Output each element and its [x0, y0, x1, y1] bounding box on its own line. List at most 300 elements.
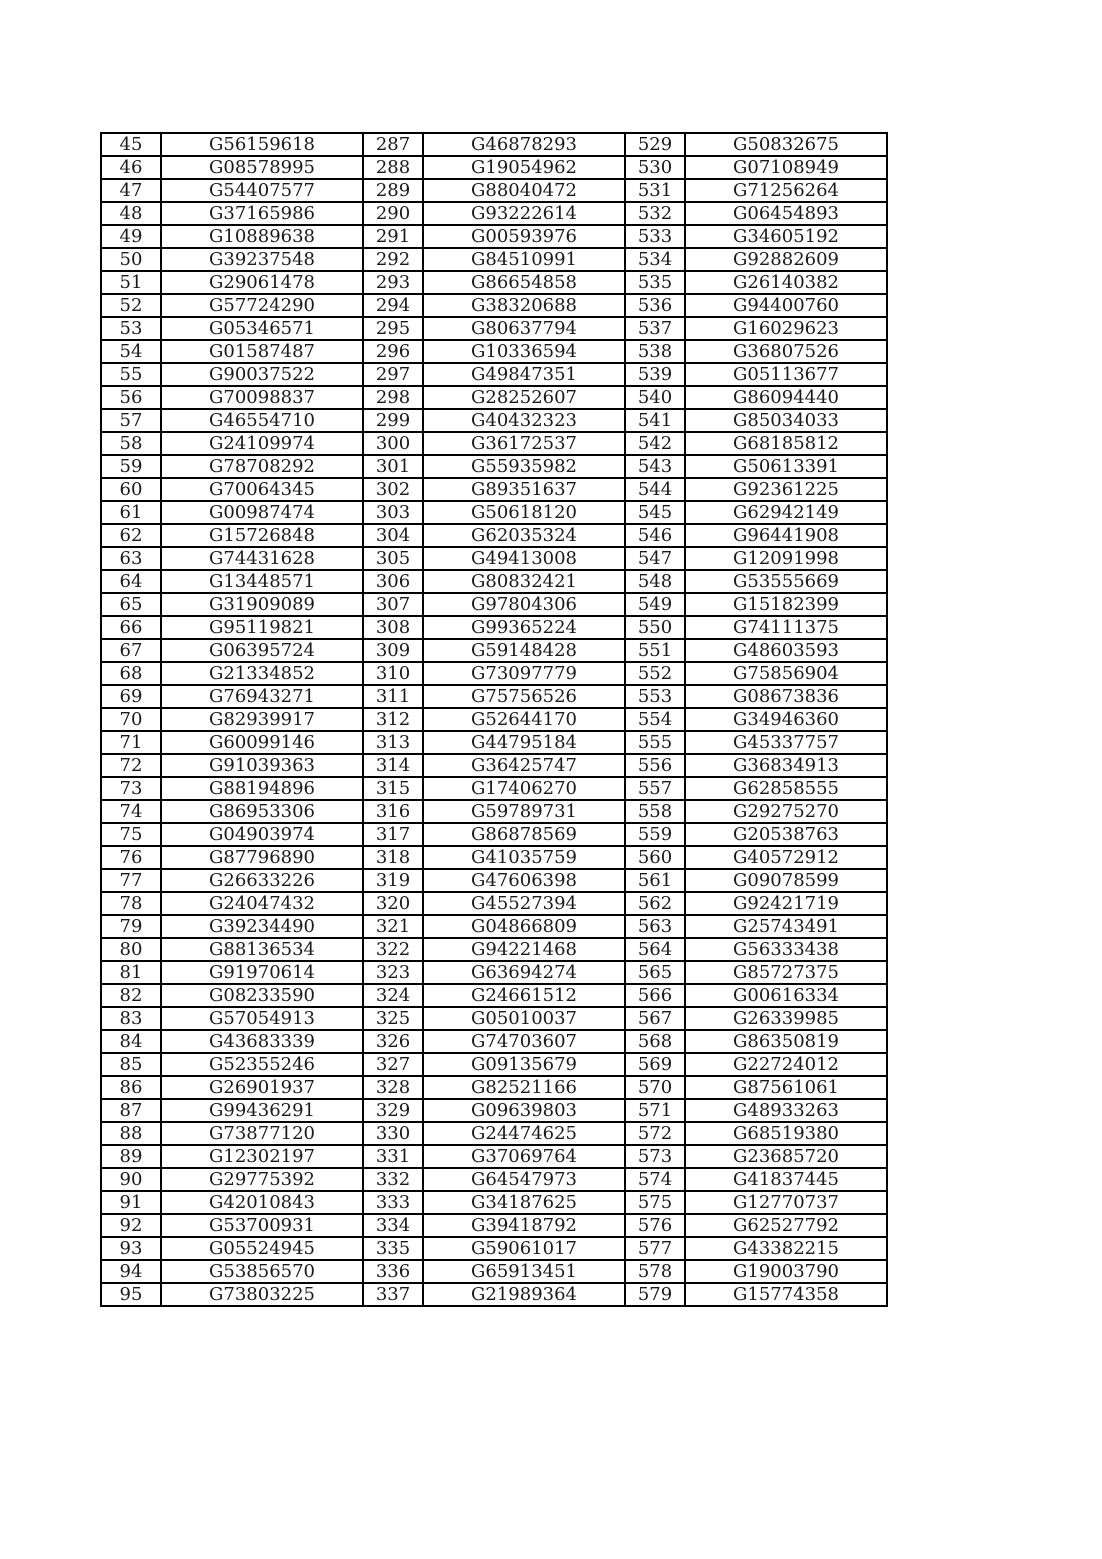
candidate-id-cell: G55935982 [423, 455, 625, 478]
seq-number-cell: 324 [363, 984, 423, 1007]
seq-number-cell: 48 [101, 202, 161, 225]
candidate-id-cell: G48933263 [685, 1099, 887, 1122]
seq-number-cell: 71 [101, 731, 161, 754]
table-row [101, 524, 887, 547]
candidate-id-cell: G88136534 [161, 938, 363, 961]
candidate-id-cell: G53700931 [161, 1214, 363, 1237]
table-row [101, 1283, 887, 1306]
candidate-id-cell: G71256264 [685, 179, 887, 202]
seq-number-cell: 544 [625, 478, 685, 501]
seq-number-cell: 565 [625, 961, 685, 984]
candidate-id-cell: G05113677 [685, 363, 887, 386]
table-row [101, 823, 887, 846]
seq-number-cell: 291 [363, 225, 423, 248]
candidate-id-cell: G43382215 [685, 1237, 887, 1260]
candidate-id-cell: G97804306 [423, 593, 625, 616]
candidate-id-cell: G21989364 [423, 1283, 625, 1306]
candidate-id-cell: G39234490 [161, 915, 363, 938]
candidate-id-cell: G01587487 [161, 340, 363, 363]
seq-number-cell: 294 [363, 294, 423, 317]
seq-number-cell: 560 [625, 846, 685, 869]
table-row [101, 248, 887, 271]
candidate-id-cell: G87561061 [685, 1076, 887, 1099]
seq-number-cell: 317 [363, 823, 423, 846]
seq-number-cell: 553 [625, 685, 685, 708]
candidate-id-cell: G59061017 [423, 1237, 625, 1260]
seq-number-cell: 326 [363, 1030, 423, 1053]
seq-number-cell: 57 [101, 409, 161, 432]
seq-number-cell: 334 [363, 1214, 423, 1237]
seq-number-cell: 308 [363, 616, 423, 639]
seq-number-cell: 552 [625, 662, 685, 685]
table-row [101, 156, 887, 179]
candidate-id-cell: G94400760 [685, 294, 887, 317]
candidate-id-cell: G53856570 [161, 1260, 363, 1283]
table-row [101, 1099, 887, 1122]
seq-number-cell: 529 [625, 133, 685, 156]
candidate-id-cell: G09639803 [423, 1099, 625, 1122]
candidate-id-cell: G23685720 [685, 1145, 887, 1168]
candidate-id-cell: G43683339 [161, 1030, 363, 1053]
candidate-id-cell: G86953306 [161, 800, 363, 823]
seq-number-cell: 70 [101, 708, 161, 731]
candidate-id-cell: G50618120 [423, 501, 625, 524]
table-row [101, 800, 887, 823]
candidate-id-cell: G15774358 [685, 1283, 887, 1306]
candidate-id-cell: G26339985 [685, 1007, 887, 1030]
candidate-id-cell: G75856904 [685, 662, 887, 685]
table-row [101, 225, 887, 248]
candidate-id-cell: G78708292 [161, 455, 363, 478]
table-row [101, 202, 887, 225]
candidate-id-cell: G94221468 [423, 938, 625, 961]
seq-number-cell: 312 [363, 708, 423, 731]
candidate-id-cell: G95119821 [161, 616, 363, 639]
candidate-id-cell: G08578995 [161, 156, 363, 179]
seq-number-cell: 74 [101, 800, 161, 823]
seq-number-cell: 46 [101, 156, 161, 179]
seq-number-cell: 295 [363, 317, 423, 340]
table-row [101, 340, 887, 363]
candidate-id-cell: G13448571 [161, 570, 363, 593]
candidate-id-cell: G29775392 [161, 1168, 363, 1191]
table-row [101, 1007, 887, 1030]
seq-number-cell: 87 [101, 1099, 161, 1122]
seq-number-cell: 298 [363, 386, 423, 409]
candidate-id-cell: G42010843 [161, 1191, 363, 1214]
candidate-id-cell: G80637794 [423, 317, 625, 340]
seq-number-cell: 61 [101, 501, 161, 524]
seq-number-cell: 549 [625, 593, 685, 616]
seq-number-cell: 299 [363, 409, 423, 432]
candidate-id-cell: G09078599 [685, 869, 887, 892]
seq-number-cell: 541 [625, 409, 685, 432]
seq-number-cell: 559 [625, 823, 685, 846]
table-row [101, 708, 887, 731]
candidate-id-cell: G15726848 [161, 524, 363, 547]
seq-number-cell: 329 [363, 1099, 423, 1122]
candidate-id-cell: G53555669 [685, 570, 887, 593]
candidate-id-cell: G19054962 [423, 156, 625, 179]
seq-number-cell: 58 [101, 432, 161, 455]
candidate-id-cell: G74111375 [685, 616, 887, 639]
candidate-id-cell: G62527792 [685, 1214, 887, 1237]
seq-number-cell: 319 [363, 869, 423, 892]
candidate-id-cell: G80832421 [423, 570, 625, 593]
candidate-id-cell: G05010037 [423, 1007, 625, 1030]
candidate-id-cell: G99436291 [161, 1099, 363, 1122]
candidate-id-cell: G59789731 [423, 800, 625, 823]
seq-number-cell: 576 [625, 1214, 685, 1237]
table-row [101, 892, 887, 915]
table-row [101, 869, 887, 892]
candidate-id-cell: G85034033 [685, 409, 887, 432]
candidate-id-cell: G62035324 [423, 524, 625, 547]
seq-number-cell: 65 [101, 593, 161, 616]
seq-number-cell: 543 [625, 455, 685, 478]
seq-number-cell: 575 [625, 1191, 685, 1214]
seq-number-cell: 287 [363, 133, 423, 156]
table-row [101, 179, 887, 202]
candidate-id-cell: G12091998 [685, 547, 887, 570]
seq-number-cell: 558 [625, 800, 685, 823]
table-row [101, 639, 887, 662]
seq-number-cell: 536 [625, 294, 685, 317]
table-row [101, 1053, 887, 1076]
candidate-id-cell: G64547973 [423, 1168, 625, 1191]
candidate-id-cell: G25743491 [685, 915, 887, 938]
seq-number-cell: 556 [625, 754, 685, 777]
candidate-id-cell: G87796890 [161, 846, 363, 869]
seq-number-cell: 323 [363, 961, 423, 984]
candidate-id-cell: G28252607 [423, 386, 625, 409]
candidate-id-cell: G86878569 [423, 823, 625, 846]
candidate-id-cell: G16029623 [685, 317, 887, 340]
seq-number-cell: 86 [101, 1076, 161, 1099]
candidate-id-cell: G26633226 [161, 869, 363, 892]
seq-number-cell: 564 [625, 938, 685, 961]
candidate-id-cell: G92882609 [685, 248, 887, 271]
seq-number-cell: 75 [101, 823, 161, 846]
seq-number-cell: 59 [101, 455, 161, 478]
candidate-id-cell: G96441908 [685, 524, 887, 547]
table-row [101, 938, 887, 961]
seq-number-cell: 315 [363, 777, 423, 800]
seq-number-cell: 550 [625, 616, 685, 639]
candidate-id-cell: G24109974 [161, 432, 363, 455]
seq-number-cell: 537 [625, 317, 685, 340]
seq-number-cell: 56 [101, 386, 161, 409]
table-row [101, 685, 887, 708]
seq-number-cell: 337 [363, 1283, 423, 1306]
seq-number-cell: 47 [101, 179, 161, 202]
candidate-id-cell: G10889638 [161, 225, 363, 248]
seq-number-cell: 89 [101, 1145, 161, 1168]
seq-number-cell: 66 [101, 616, 161, 639]
candidate-id-cell: G06454893 [685, 202, 887, 225]
table-row [101, 1191, 887, 1214]
candidate-id-cell: G82939917 [161, 708, 363, 731]
seq-number-cell: 548 [625, 570, 685, 593]
candidate-id-cell: G88194896 [161, 777, 363, 800]
seq-number-cell: 60 [101, 478, 161, 501]
table-row [101, 363, 887, 386]
seq-number-cell: 313 [363, 731, 423, 754]
candidate-id-cell: G49847351 [423, 363, 625, 386]
table-row [101, 409, 887, 432]
seq-number-cell: 578 [625, 1260, 685, 1283]
table-row [101, 432, 887, 455]
candidate-id-cell: G50832675 [685, 133, 887, 156]
seq-number-cell: 72 [101, 754, 161, 777]
seq-number-cell: 569 [625, 1053, 685, 1076]
seq-number-cell: 562 [625, 892, 685, 915]
table-row [101, 1076, 887, 1099]
table-row [101, 1145, 887, 1168]
candidate-id-cell: G73877120 [161, 1122, 363, 1145]
seq-number-cell: 85 [101, 1053, 161, 1076]
seq-number-cell: 91 [101, 1191, 161, 1214]
candidate-id-cell: G49413008 [423, 547, 625, 570]
table-row [101, 570, 887, 593]
candidate-id-cell: G46878293 [423, 133, 625, 156]
seq-number-cell: 90 [101, 1168, 161, 1191]
seq-number-cell: 73 [101, 777, 161, 800]
candidate-id-cell: G57724290 [161, 294, 363, 317]
seq-number-cell: 301 [363, 455, 423, 478]
candidate-id-cell: G52355246 [161, 1053, 363, 1076]
candidate-id-cell: G19003790 [685, 1260, 887, 1283]
seq-number-cell: 325 [363, 1007, 423, 1030]
candidate-id-cell: G74431628 [161, 547, 363, 570]
candidate-id-cell: G24661512 [423, 984, 625, 1007]
candidate-id-cell: G86654858 [423, 271, 625, 294]
seq-number-cell: 533 [625, 225, 685, 248]
seq-number-cell: 532 [625, 202, 685, 225]
seq-number-cell: 328 [363, 1076, 423, 1099]
candidate-id-cell: G29275270 [685, 800, 887, 823]
candidate-id-cell: G93222614 [423, 202, 625, 225]
seq-number-cell: 300 [363, 432, 423, 455]
candidate-id-cell: G74703607 [423, 1030, 625, 1053]
seq-number-cell: 568 [625, 1030, 685, 1053]
seq-number-cell: 54 [101, 340, 161, 363]
candidate-id-cell: G24047432 [161, 892, 363, 915]
seq-number-cell: 84 [101, 1030, 161, 1053]
seq-number-cell: 335 [363, 1237, 423, 1260]
candidate-id-cell: G82521166 [423, 1076, 625, 1099]
seq-number-cell: 567 [625, 1007, 685, 1030]
candidate-id-cell: G99365224 [423, 616, 625, 639]
candidate-id-cell: G62942149 [685, 501, 887, 524]
table-row [101, 1122, 887, 1145]
seq-number-cell: 76 [101, 846, 161, 869]
candidate-id-cell: G29061478 [161, 271, 363, 294]
seq-number-cell: 306 [363, 570, 423, 593]
candidate-id-cell: G56159618 [161, 133, 363, 156]
table-row [101, 455, 887, 478]
table-row [101, 984, 887, 1007]
seq-number-cell: 318 [363, 846, 423, 869]
seq-number-cell: 63 [101, 547, 161, 570]
candidate-id-cell: G36834913 [685, 754, 887, 777]
candidate-id-cell: G92421719 [685, 892, 887, 915]
candidate-id-cell: G17406270 [423, 777, 625, 800]
table-row [101, 616, 887, 639]
candidate-id-cell: G59148428 [423, 639, 625, 662]
table-body [101, 133, 887, 1306]
candidate-id-cell: G37069764 [423, 1145, 625, 1168]
candidate-id-cell: G88040472 [423, 179, 625, 202]
seq-number-cell: 293 [363, 271, 423, 294]
candidate-id-cell: G09135679 [423, 1053, 625, 1076]
candidate-id-cell: G86094440 [685, 386, 887, 409]
candidate-id-cell: G36425747 [423, 754, 625, 777]
seq-number-cell: 542 [625, 432, 685, 455]
seq-number-cell: 50 [101, 248, 161, 271]
candidate-id-cell: G48603593 [685, 639, 887, 662]
candidate-id-cell: G04866809 [423, 915, 625, 938]
candidate-id-cell: G06395724 [161, 639, 363, 662]
seq-number-cell: 302 [363, 478, 423, 501]
table-row [101, 662, 887, 685]
candidate-id-cell: G56333438 [685, 938, 887, 961]
candidate-id-cell: G00593976 [423, 225, 625, 248]
candidate-id-cell: G20538763 [685, 823, 887, 846]
candidate-id-cell: G75756526 [423, 685, 625, 708]
table-row [101, 1214, 887, 1237]
candidate-id-cell: G05346571 [161, 317, 363, 340]
table-row [101, 294, 887, 317]
seq-number-cell: 555 [625, 731, 685, 754]
candidate-id-cell: G54407577 [161, 179, 363, 202]
seq-number-cell: 297 [363, 363, 423, 386]
candidate-id-cell: G36807526 [685, 340, 887, 363]
seq-number-cell: 545 [625, 501, 685, 524]
seq-number-cell: 77 [101, 869, 161, 892]
seq-number-cell: 547 [625, 547, 685, 570]
seq-number-cell: 571 [625, 1099, 685, 1122]
seq-number-cell: 292 [363, 248, 423, 271]
table-row [101, 547, 887, 570]
candidate-id-cell: G26901937 [161, 1076, 363, 1099]
table-row [101, 317, 887, 340]
seq-number-cell: 94 [101, 1260, 161, 1283]
candidate-id-cell: G10336594 [423, 340, 625, 363]
seq-number-cell: 64 [101, 570, 161, 593]
candidate-id-cell: G45337757 [685, 731, 887, 754]
seq-number-cell: 579 [625, 1283, 685, 1306]
table-row [101, 915, 887, 938]
seq-number-cell: 45 [101, 133, 161, 156]
seq-number-cell: 79 [101, 915, 161, 938]
candidate-id-cell: G00987474 [161, 501, 363, 524]
candidate-id-cell: G34605192 [685, 225, 887, 248]
candidate-id-cell: G85727375 [685, 961, 887, 984]
seq-number-cell: 311 [363, 685, 423, 708]
seq-number-cell: 557 [625, 777, 685, 800]
candidate-id-cell: G57054913 [161, 1007, 363, 1030]
seq-number-cell: 296 [363, 340, 423, 363]
table-row [101, 1030, 887, 1053]
candidate-id-cell: G89351637 [423, 478, 625, 501]
candidate-id-cell: G41035759 [423, 846, 625, 869]
candidate-id-cell: G60099146 [161, 731, 363, 754]
seq-number-cell: 88 [101, 1122, 161, 1145]
candidate-id-cell: G05524945 [161, 1237, 363, 1260]
candidate-id-cell: G62858555 [685, 777, 887, 800]
candidate-id-cell: G34187625 [423, 1191, 625, 1214]
seq-number-cell: 566 [625, 984, 685, 1007]
table-row [101, 593, 887, 616]
table-row [101, 777, 887, 800]
seq-number-cell: 68 [101, 662, 161, 685]
candidate-id-cell: G04903974 [161, 823, 363, 846]
seq-number-cell: 78 [101, 892, 161, 915]
seq-number-cell: 333 [363, 1191, 423, 1214]
seq-number-cell: 554 [625, 708, 685, 731]
candidate-id-cell: G63694274 [423, 961, 625, 984]
seq-number-cell: 551 [625, 639, 685, 662]
seq-number-cell: 67 [101, 639, 161, 662]
table-row [101, 501, 887, 524]
candidate-id-cell: G45527394 [423, 892, 625, 915]
seq-number-cell: 289 [363, 179, 423, 202]
seq-number-cell: 95 [101, 1283, 161, 1306]
seq-number-cell: 304 [363, 524, 423, 547]
seq-number-cell: 52 [101, 294, 161, 317]
table-row [101, 1168, 887, 1191]
seq-number-cell: 332 [363, 1168, 423, 1191]
candidate-id-cell: G92361225 [685, 478, 887, 501]
candidate-id-cell: G76943271 [161, 685, 363, 708]
candidate-id-cell: G52644170 [423, 708, 625, 731]
seq-number-cell: 574 [625, 1168, 685, 1191]
seq-number-cell: 572 [625, 1122, 685, 1145]
candidate-id-cell: G41837445 [685, 1168, 887, 1191]
seq-number-cell: 305 [363, 547, 423, 570]
seq-number-cell: 531 [625, 179, 685, 202]
seq-number-cell: 314 [363, 754, 423, 777]
seq-number-cell: 538 [625, 340, 685, 363]
table-row [101, 478, 887, 501]
candidate-id-cell: G86350819 [685, 1030, 887, 1053]
candidate-id-cell: G24474625 [423, 1122, 625, 1145]
seq-number-cell: 331 [363, 1145, 423, 1168]
candidate-id-cell: G68185812 [685, 432, 887, 455]
seq-number-cell: 55 [101, 363, 161, 386]
candidate-id-cell: G37165986 [161, 202, 363, 225]
seq-number-cell: 561 [625, 869, 685, 892]
candidate-id-cell: G47606398 [423, 869, 625, 892]
candidate-id-cell: G22724012 [685, 1053, 887, 1076]
data-table [100, 132, 888, 1307]
seq-number-cell: 321 [363, 915, 423, 938]
seq-number-cell: 82 [101, 984, 161, 1007]
seq-number-cell: 327 [363, 1053, 423, 1076]
candidate-id-cell: G21334852 [161, 662, 363, 685]
candidate-id-cell: G39418792 [423, 1214, 625, 1237]
seq-number-cell: 534 [625, 248, 685, 271]
seq-number-cell: 577 [625, 1237, 685, 1260]
seq-number-cell: 330 [363, 1122, 423, 1145]
seq-number-cell: 92 [101, 1214, 161, 1237]
candidate-id-cell: G12770737 [685, 1191, 887, 1214]
seq-number-cell: 336 [363, 1260, 423, 1283]
candidate-id-cell: G50613391 [685, 455, 887, 478]
candidate-id-cell: G38320688 [423, 294, 625, 317]
seq-number-cell: 49 [101, 225, 161, 248]
